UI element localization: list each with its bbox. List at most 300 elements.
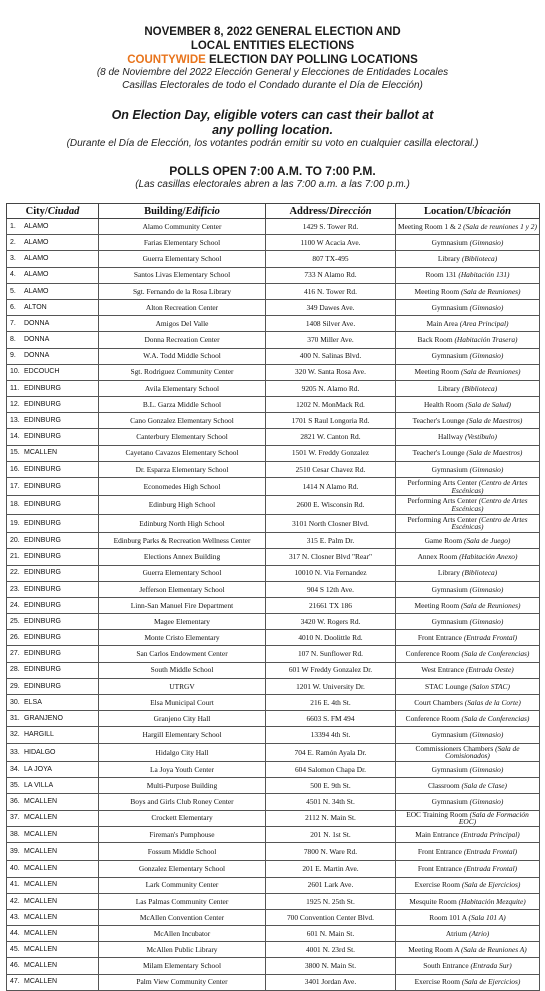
city-name: DONNA [24, 352, 50, 360]
location-en: Gymnasium [431, 302, 468, 312]
location-cell [396, 380, 540, 396]
city-cell [7, 332, 99, 348]
table-row [7, 445, 540, 461]
row-number: 6. [10, 303, 16, 311]
city-name: MCALLEN [24, 978, 58, 986]
building-cell: Elsa Municipal Court [99, 695, 266, 711]
table-row [7, 727, 540, 743]
location-cell [396, 794, 540, 810]
table-row [7, 235, 540, 251]
building-cell: Multi-Purpose Building [99, 778, 266, 794]
table-row [7, 364, 540, 380]
header-title-line3 [0, 53, 545, 67]
location-cell [396, 445, 540, 461]
location-es: (Sala de Conferencias) [461, 714, 530, 724]
table-row [7, 842, 540, 860]
location-en: West Entrance [421, 665, 464, 675]
row-number: 36. [10, 798, 20, 806]
location-en: STAC Lounge [425, 681, 468, 691]
location-cell [396, 267, 540, 283]
table-row [7, 429, 540, 445]
location-es: (Sala de Clase) [461, 780, 508, 790]
location-en: Meeting Room [414, 600, 460, 610]
location-cell [396, 283, 540, 299]
row-number: 21. [10, 553, 20, 561]
building-cell: Economedes High School [99, 478, 266, 496]
city-name: DONNA [24, 319, 50, 327]
location-cell [396, 893, 540, 909]
city-cell [7, 496, 99, 514]
building-cell: Las Palmas Community Center [99, 893, 266, 909]
address-cell: 1701 S Raul Longoria Rd. [266, 413, 396, 429]
location-en: Performing Arts Center [407, 514, 477, 524]
location-en: Conference Room [405, 714, 460, 724]
city-cell [7, 810, 99, 826]
address-cell: 733 N Alamo Rd. [266, 267, 396, 283]
address-cell: 3800 N. Main St. [266, 958, 396, 974]
row-number: 30. [10, 698, 20, 706]
location-cell [396, 581, 540, 597]
location-es: (Habitación Mezquite) [458, 896, 526, 906]
address-cell: 107 N. Sunflower Rd. [266, 646, 396, 662]
location-en: Front Entrance [417, 846, 462, 856]
building-cell: Hidalgo City Hall [99, 743, 266, 761]
location-es: (Entrada Frontal) [463, 864, 518, 874]
location-en: Front Entrance [417, 864, 462, 874]
building-cell: Milam Elementary School [99, 958, 266, 974]
city-cell [7, 662, 99, 678]
city-name: MCALLEN [24, 798, 58, 806]
city-name: MCALLEN [24, 897, 58, 905]
address-cell: 1925 N. 25th St. [266, 893, 396, 909]
location-cell [396, 942, 540, 958]
election-day-es: (Durante el Día de Elección, los votantes podrán emitir su voto en cualquier casilla electoral.) [66, 138, 479, 149]
city-name: MCALLEN [24, 830, 58, 838]
location-cell [396, 478, 540, 496]
location-en: Gymnasium [431, 730, 468, 740]
city-cell [7, 514, 99, 532]
location-cell [396, 662, 540, 678]
location-es: (Entrada Oeste) [465, 665, 514, 675]
location-cell [396, 251, 540, 267]
city-name: MCALLEN [24, 449, 58, 457]
city-name: LA VILLA [24, 781, 54, 789]
building-cell: Monte Cristo Elementary [99, 630, 266, 646]
table-row [7, 861, 540, 877]
row-number: 45. [10, 946, 20, 954]
header-city: City/Ciudad [7, 204, 99, 219]
city-name: EDINBURG [24, 585, 61, 593]
location-cell [396, 711, 540, 727]
location-en: EOC Training Room [406, 810, 468, 819]
city-cell [7, 348, 99, 364]
location-cell [396, 630, 540, 646]
location-es: (Sala de Reuniones) [460, 600, 521, 610]
polls-open-es: (Las casillas electorales abren a las 7:00 a.m. a las 7:00 p.m.) [135, 179, 410, 190]
city-cell [7, 614, 99, 630]
election-day-line1: On Election Day, eligible voters can cast their ballot at [111, 108, 434, 122]
building-cell: Edinburg Parks & Recreation Wellness Center [99, 533, 266, 549]
location-cell [396, 974, 540, 990]
table-row [7, 219, 540, 235]
header-subtitle-es-line2: Casillas Electorales de todo el Condado durante el Día de Elección) [122, 79, 423, 91]
city-cell [7, 842, 99, 860]
address-cell: 1414 N Alamo Rd. [266, 478, 396, 496]
address-cell: 2600 E. Wisconsin Rd. [266, 496, 396, 514]
city-cell [7, 958, 99, 974]
table-row [7, 810, 540, 826]
location-es: (Salon STAC) [469, 681, 510, 691]
location-es: (Sala de Reuniones) [460, 286, 521, 296]
row-number: 22. [10, 569, 20, 577]
address-cell: 700 Convention Center Blvd. [266, 909, 396, 925]
table-row [7, 348, 540, 364]
row-number: 40. [10, 865, 20, 873]
location-es: (Centro de Artes Escénicas) [451, 478, 528, 495]
city-cell [7, 695, 99, 711]
table-row [7, 646, 540, 662]
city-name: ALAMO [24, 271, 49, 279]
location-en: Gymnasium [431, 351, 468, 361]
city-name: EDINBURG [24, 384, 61, 392]
election-day-line2: any polling location. [212, 123, 333, 137]
row-number: 13. [10, 417, 20, 425]
row-number: 39. [10, 847, 20, 855]
city-cell [7, 581, 99, 597]
location-cell [396, 316, 540, 332]
location-en: Gymnasium [431, 464, 468, 474]
city-cell [7, 316, 99, 332]
row-number: 1. [10, 222, 16, 230]
address-cell: 2601 Lark Ave. [266, 877, 396, 893]
building-cell: Hargill Elementary School [99, 727, 266, 743]
building-cell: Canterbury Elementary School [99, 429, 266, 445]
city-name: MCALLEN [24, 814, 58, 822]
city-cell [7, 743, 99, 761]
city-cell [7, 251, 99, 267]
address-cell: 416 N. Tower Rd. [266, 283, 396, 299]
location-es: (Sala de Maestros) [466, 416, 523, 426]
location-es: (Biblioteca) [461, 383, 498, 393]
city-name: EDINBURG [24, 536, 61, 544]
header-title-line2: LOCAL ENTITIES ELECTIONS [190, 40, 355, 52]
location-en: Gymnasium [431, 237, 468, 247]
location-es: (Biblioteca) [461, 568, 498, 578]
location-cell [396, 695, 540, 711]
location-en: Main Entrance [415, 829, 459, 839]
building-cell: Edinburg North High School [99, 514, 266, 532]
building-cell: Farias Elementary School [99, 235, 266, 251]
city-cell [7, 630, 99, 646]
row-number: 43. [10, 913, 20, 921]
row-number: 34. [10, 765, 20, 773]
location-en: Meeting Room 1 & 2 [398, 221, 462, 231]
location-en: Court Chambers [414, 697, 463, 707]
city-cell [7, 926, 99, 942]
row-number: 47. [10, 978, 20, 986]
location-en: Meeting Room [414, 286, 460, 296]
city-name: EDINBURG [24, 634, 61, 642]
address-cell: 2510 Cesar Chavez Rd. [266, 461, 396, 477]
location-en: Meeting Room A [408, 945, 460, 955]
building-cell: Boys and Girls Club Roney Center [99, 794, 266, 810]
address-cell: 904 S 12th Ave. [266, 581, 396, 597]
address-cell: 9205 N. Alamo Rd. [266, 380, 396, 396]
city-name: MCALLEN [24, 847, 58, 855]
location-cell [396, 826, 540, 842]
city-cell [7, 646, 99, 662]
document-header [0, 25, 545, 92]
location-es: (Habitación Trasera) [454, 335, 518, 345]
location-es: (Sala de Maestros) [466, 448, 523, 458]
city-cell [7, 283, 99, 299]
location-en: Main Area [426, 318, 458, 328]
city-cell [7, 380, 99, 396]
location-es: (Biblioteca) [461, 254, 498, 264]
city-cell [7, 267, 99, 283]
location-en: Mesquite Room [409, 896, 457, 906]
location-cell [396, 646, 540, 662]
location-es: (Gimnasio) [469, 730, 504, 740]
table-row [7, 662, 540, 678]
location-cell [396, 926, 540, 942]
row-number: 25. [10, 617, 20, 625]
location-cell [396, 909, 540, 925]
city-cell [7, 478, 99, 496]
city-cell [7, 794, 99, 810]
table-row [7, 251, 540, 267]
building-cell: Santos Livas Elementary School [99, 267, 266, 283]
row-number: 18. [10, 501, 20, 509]
row-number: 17. [10, 482, 20, 490]
building-cell: Sgt. Fernando de la Rosa Library [99, 283, 266, 299]
location-en: Teacher's Lounge [412, 416, 465, 426]
address-cell: 320 W. Santa Rosa Ave. [266, 364, 396, 380]
city-cell [7, 727, 99, 743]
location-en: Commissioners Chambers [415, 743, 494, 753]
city-name: EDCOUCH [24, 368, 60, 376]
city-name: MCALLEN [24, 946, 58, 954]
city-name: DONNA [24, 336, 50, 344]
table-row [7, 380, 540, 396]
city-name: MCALLEN [24, 881, 58, 889]
location-en: Exercise Room [414, 977, 461, 987]
location-cell [396, 397, 540, 413]
address-cell: 7800 N. Ware Rd. [266, 842, 396, 860]
location-es: (Centro de Artes Escénicas) [451, 496, 528, 514]
location-es: (Sala de Reuniones) [460, 367, 521, 377]
location-es: (Entrada Principal) [460, 829, 520, 839]
location-en: Gymnasium [431, 764, 468, 774]
address-cell: 216 E. 4th St. [266, 695, 396, 711]
city-name: GRANJENO [24, 715, 63, 723]
row-number: 8. [10, 336, 16, 344]
location-es: (Habitación Anexo) [459, 552, 518, 562]
building-cell: Crockett Elementary [99, 810, 266, 826]
location-cell [396, 614, 540, 630]
city-cell [7, 445, 99, 461]
city-cell [7, 364, 99, 380]
address-cell: 400 N. Salinas Blvd. [266, 348, 396, 364]
location-en: Front Entrance [417, 633, 462, 643]
row-number: 16. [10, 465, 20, 473]
table-row [7, 316, 540, 332]
building-cell: W.A. Todd Middle School [99, 348, 266, 364]
address-cell: 21661 TX 186 [266, 597, 396, 613]
building-cell: Sgt. Rodriguez Community Center [99, 364, 266, 380]
row-number: 38. [10, 830, 20, 838]
location-cell [396, 678, 540, 694]
row-number: 32. [10, 731, 20, 739]
city-cell [7, 235, 99, 251]
building-cell: Fossum Middle School [99, 842, 266, 860]
location-es: (Vestíbulo) [464, 432, 497, 442]
building-cell: McAllen Public Library [99, 942, 266, 958]
city-cell [7, 942, 99, 958]
city-cell [7, 461, 99, 477]
city-name: EDINBURG [24, 417, 61, 425]
table-row [7, 743, 540, 761]
building-cell: Cano Gonzalez Elementary School [99, 413, 266, 429]
location-cell [396, 762, 540, 778]
location-en: Hallway [438, 432, 464, 442]
location-es: (Centro de Artes Escénicas) [451, 514, 528, 532]
address-cell: 704 E. Ramón Ayala Dr. [266, 743, 396, 761]
location-cell [396, 235, 540, 251]
table-row [7, 283, 540, 299]
building-cell: Guerra Elementary School [99, 251, 266, 267]
address-cell: 10010 N. Via Fernandez [266, 565, 396, 581]
location-en: Teacher's Lounge [412, 448, 465, 458]
location-es: (Entrada Frontal) [463, 846, 518, 856]
location-cell [396, 364, 540, 380]
table-row [7, 614, 540, 630]
location-es: (Sala 101 A) [468, 912, 506, 922]
building-cell: Lark Community Center [99, 877, 266, 893]
table-row [7, 533, 540, 549]
building-cell: Jefferson Elementary School [99, 581, 266, 597]
location-es: (Gimnasio) [469, 302, 504, 312]
city-name: EDINBURG [24, 650, 61, 658]
city-cell [7, 397, 99, 413]
table-row [7, 794, 540, 810]
city-cell [7, 413, 99, 429]
row-number: 35. [10, 781, 20, 789]
address-cell: 3101 North Closner Blvd. [266, 514, 396, 532]
city-cell [7, 429, 99, 445]
city-name: EDINBURG [24, 465, 61, 473]
building-cell: Edinburg High School [99, 496, 266, 514]
city-name: EDINBURG [24, 519, 61, 527]
location-en: Library [437, 568, 460, 578]
address-cell: 317 N. Closner Blvd "Rear" [266, 549, 396, 565]
location-cell [396, 958, 540, 974]
row-number: 33. [10, 748, 20, 756]
row-number: 7. [10, 319, 16, 327]
row-number: 4. [10, 271, 16, 279]
row-number: 26. [10, 634, 20, 642]
row-number: 19. [10, 519, 20, 527]
table-row [7, 397, 540, 413]
row-number: 2. [10, 238, 16, 246]
city-name: HIDALGO [24, 748, 56, 756]
row-number: 11. [10, 384, 20, 392]
location-es: (Gimnasio) [469, 584, 504, 594]
location-cell [396, 496, 540, 514]
row-number: 44. [10, 929, 20, 937]
location-es: (Salas de la Corte) [464, 697, 521, 707]
row-number: 27. [10, 650, 20, 658]
address-cell: 6603 S. FM 494 [266, 711, 396, 727]
building-cell: Granjeno City Hall [99, 711, 266, 727]
city-name: ALAMO [24, 222, 49, 230]
location-es: (Sala de Ejercicios) [461, 977, 521, 987]
city-cell [7, 565, 99, 581]
table-body [7, 219, 540, 991]
row-number: 10. [10, 368, 20, 376]
address-cell: 601 W Freddy Gonzalez Dr. [266, 662, 396, 678]
location-es: (Sala de Conferencias) [461, 649, 530, 659]
row-number: 46. [10, 962, 20, 970]
city-cell [7, 549, 99, 565]
header-title-line3-rest: ELECTION DAY POLLING LOCATIONS [205, 54, 418, 66]
city-cell [7, 219, 99, 235]
location-en: Back Room [417, 335, 453, 345]
table-row [7, 942, 540, 958]
address-cell: 3401 Jordan Ave. [266, 974, 396, 990]
row-number: 15. [10, 449, 20, 457]
city-cell [7, 974, 99, 990]
header-title-line1: NOVEMBER 8, 2022 GENERAL ELECTION AND [144, 26, 401, 38]
location-es: (Gimnasio) [469, 464, 504, 474]
countywide-label: COUNTYWIDE [127, 54, 206, 66]
location-en: Meeting Room [414, 367, 460, 377]
building-cell: McAllen Incubator [99, 926, 266, 942]
city-name: EDINBURG [24, 433, 61, 441]
city-cell [7, 678, 99, 694]
table-row [7, 267, 540, 283]
location-en: Exercise Room [414, 880, 461, 890]
location-en: Performing Arts Center [407, 478, 477, 488]
location-cell [396, 810, 540, 826]
header-subtitle-es-line1: (8 de Noviembre del 2022 Elección General y Elecciones de Entidades Locales [96, 67, 449, 78]
address-cell: 370 Miller Ave. [266, 332, 396, 348]
location-cell [396, 597, 540, 613]
location-en: Room 101 A [429, 912, 467, 922]
building-cell: Guerra Elementary School [99, 565, 266, 581]
building-cell: Amigos Del Valle [99, 316, 266, 332]
address-cell: 500 E. 9th St. [266, 778, 396, 794]
table-row [7, 711, 540, 727]
location-cell [396, 219, 540, 235]
location-es: (Entrada Frontal) [463, 633, 518, 643]
location-cell [396, 877, 540, 893]
location-cell [396, 743, 540, 761]
location-es: (Gimnasio) [469, 351, 504, 361]
table-row [7, 926, 540, 942]
location-en: Classroom [427, 780, 460, 790]
table-row [7, 478, 540, 496]
row-number: 29. [10, 682, 20, 690]
location-es: (Gimnasio) [469, 616, 504, 626]
building-cell: Alton Recreation Center [99, 299, 266, 315]
row-number: 20. [10, 536, 20, 544]
header-location: Location/Ubicación [396, 204, 540, 219]
building-cell: Elections Annex Building [99, 549, 266, 565]
building-cell: South Middle School [99, 662, 266, 678]
location-cell [396, 299, 540, 315]
row-number: 3. [10, 255, 16, 263]
